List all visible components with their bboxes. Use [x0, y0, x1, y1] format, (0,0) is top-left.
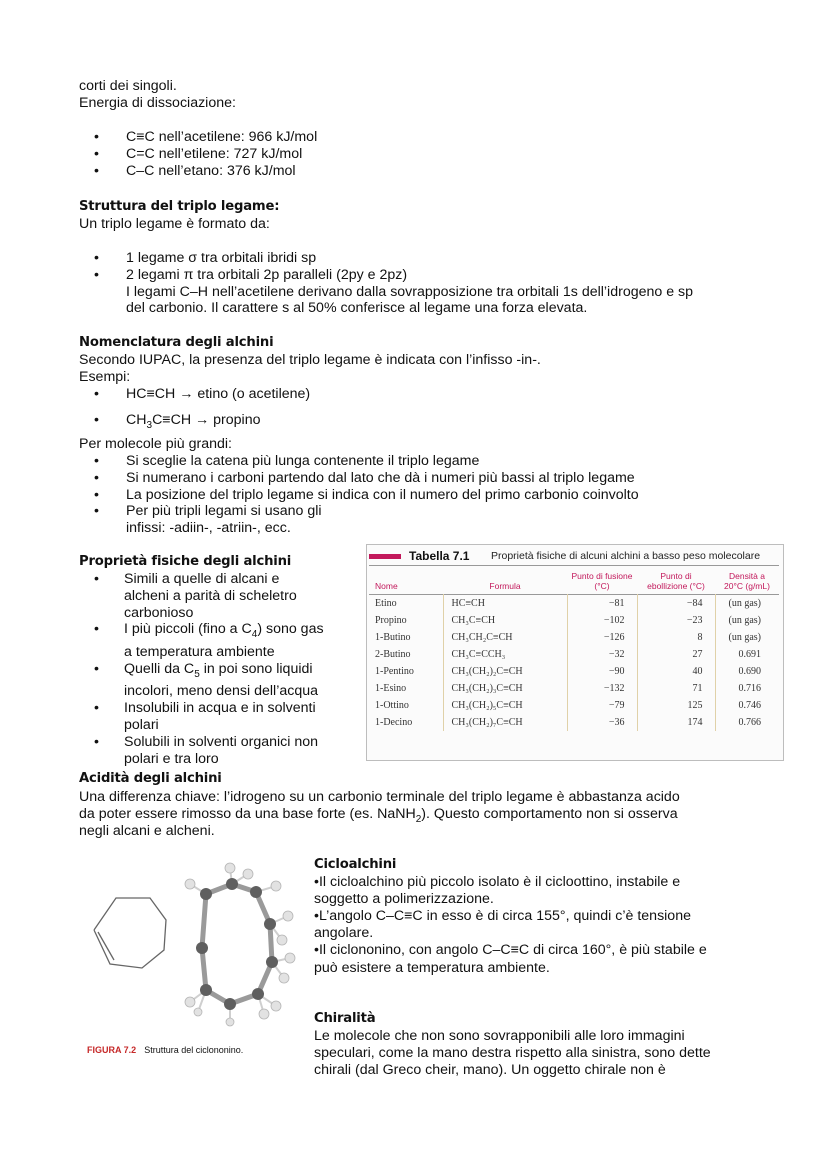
table-row: [369, 629, 779, 646]
example-2-post: C≡CH → propino: [152, 412, 261, 428]
text: I più piccoli (fino a C: [124, 621, 252, 638]
multi-line-2: infissi: -adiin-, -atriin-, ecc.: [126, 520, 291, 537]
cicloalchini-line-4: angolare.: [314, 925, 374, 941]
section-heading-proprieta: Proprietà fisiche degli alchini: [79, 554, 292, 569]
section-heading-struttura: Struttura del triplo legame:: [79, 199, 280, 214]
section-heading-nomenclatura: Nomenclatura degli alchini: [79, 335, 274, 350]
cell-formula: CH₃C≡CCH₃: [443, 646, 567, 663]
list-item: [79, 571, 369, 621]
cicloalchini-line-6: può esistere a temperatura ambiente.: [314, 960, 550, 976]
cyclononyne-figure: [80, 862, 300, 1027]
text: Simili a quelle di alcani e: [124, 571, 280, 587]
cell-densita: (un gas): [715, 595, 779, 613]
list-item: • Si sceglie la catena più lunga contenente il triplo legame: [79, 453, 639, 470]
list-item: [79, 734, 369, 768]
proprieta-list: [79, 571, 369, 767]
multi-line-1: Per più tripli legami si usano gli: [126, 503, 322, 520]
list-item: • 1 legame σ tra orbitali ibridi sp: [79, 250, 407, 267]
cell-densita: 0.716: [715, 680, 779, 697]
table-number: Tabella 7.1: [409, 549, 470, 563]
cell-ebollizione: −23: [637, 612, 715, 629]
cell-ebollizione: 125: [637, 697, 715, 714]
text: polari e tra loro: [124, 750, 219, 767]
acidita-line-1: Una differenza chiave: l’idrogeno su un carbonio terminale del triplo legame è abbastanza acido: [79, 789, 680, 805]
struttura-intro: Un triplo legame è formato da:: [79, 216, 270, 232]
cell-fusione: −102: [567, 612, 637, 629]
cell-formula: CH₃(CH₂)₃C≡CH: [443, 680, 567, 697]
cell-densita: 0.691: [715, 646, 779, 663]
cell-densita: 0.746: [715, 697, 779, 714]
subscript: 2: [415, 813, 422, 825]
cell-ebollizione: 27: [637, 646, 715, 663]
table-row: [369, 646, 779, 663]
section-heading-cicloalchini: Cicloalchini: [314, 857, 397, 872]
text: incolori, meno densi dell’acqua: [124, 683, 319, 700]
cell-ebollizione: 8: [637, 629, 715, 646]
col-header-formula: Formula: [489, 581, 521, 591]
cell-fusione: −132: [567, 680, 637, 697]
cicloalchini-line-1: •Il cicloalchino più piccolo isolato è il cicloottino, instabile e: [314, 874, 681, 890]
cell-ebollizione: −84: [637, 595, 715, 613]
list-item: [79, 700, 369, 734]
cell-ebollizione: 40: [637, 663, 715, 680]
text: a temperatura ambiente: [124, 644, 275, 661]
text: polari: [124, 717, 159, 734]
figure-caption: [87, 1042, 243, 1059]
struttura-list: [79, 250, 407, 284]
cell-fusione: −36: [567, 714, 637, 731]
alkynes-table: [369, 569, 779, 731]
example-2-pre: CH: [126, 412, 147, 428]
figure-label: FIGURA 7.2: [87, 1045, 137, 1055]
col-header-densita: Densità a 20°C (g/mL): [724, 571, 770, 591]
cell-nome: 2-Butino: [375, 649, 411, 660]
cell-nome: Propino: [375, 615, 407, 626]
table-title-bar: [369, 554, 401, 559]
cell-nome: 1-Decino: [375, 717, 413, 728]
col-header-ebollizione: Punto di ebollizione (°C): [647, 571, 705, 591]
table-row: [369, 612, 779, 629]
cell-nome: 1-Esino: [375, 683, 407, 694]
chiralita-line-1: Le molecole che non sono sovrapponibili alle loro immagini: [314, 1028, 685, 1044]
dissociation-energy-list: [79, 129, 317, 179]
list-item: • C=C nell’etilene: 727 kJ/mol: [79, 146, 317, 163]
large-molecules-intro: Per molecole più grandi:: [79, 436, 232, 452]
ball-and-stick-model: [185, 863, 295, 1026]
table-caption: Proprietà fisiche di alcuni alchini a basso peso molecolare: [491, 550, 761, 562]
nomenclatura-line-1: Secondo IUPAC, la presenza del triplo legame è indicata con l’infisso -in-.: [79, 352, 541, 368]
cell-fusione: −90: [567, 663, 637, 680]
text: ). Questo comportamento non si osserva: [421, 806, 678, 822]
text: ) sono gas: [257, 621, 324, 638]
list-item: • 2 legami π tra orbitali 2p paralleli (2py e 2pz): [79, 267, 407, 284]
list-item: • La posizione del triplo legame si indica con il numero del primo carbonio coinvolto: [79, 487, 639, 504]
cell-densita: 0.766: [715, 714, 779, 731]
cell-nome: 1-Pentino: [375, 666, 414, 677]
cell-ebollizione: 174: [637, 714, 715, 731]
text: da poter essere rimosso da una base forte (es. NaNH: [79, 806, 416, 822]
table-row: [369, 680, 779, 697]
section-heading-chiralita: Chiralità: [314, 1011, 376, 1026]
cell-fusione: −32: [567, 646, 637, 663]
list-item: • HC≡CH → etino (o acetilene): [79, 386, 310, 403]
table-row: [369, 595, 779, 613]
table-top-rule: [369, 565, 779, 566]
cell-nome: Etino: [375, 598, 397, 609]
cell-formula: CH₃(CH₂)₅C≡CH: [443, 697, 567, 714]
cell-formula: CH₃(CH₂)₂C≡CH: [443, 663, 567, 680]
text: in poi sono liquidi: [199, 660, 313, 677]
list-item: [79, 412, 260, 435]
examples-list: [79, 386, 310, 403]
cell-densita: (un gas): [715, 629, 779, 646]
list-item: [79, 621, 369, 660]
example-2-sub: 3: [146, 419, 153, 431]
acidita-line-3: negli alcani e alcheni.: [79, 823, 215, 839]
table-row: [369, 714, 779, 731]
list-item: • C–C nell’etano: 376 kJ/mol: [79, 163, 317, 180]
cicloalchini-line-5: •Il ciclononino, con angolo C–C≡C di circa 160°, è più stabile e: [314, 942, 707, 958]
properties-table: [366, 544, 784, 761]
subscript: 4: [251, 629, 258, 641]
cell-densita: 0.690: [715, 663, 779, 680]
large-molecules-list: [79, 453, 639, 537]
section-heading-acidita: Acidità degli alchini: [79, 771, 222, 786]
cell-fusione: −126: [567, 629, 637, 646]
text: alcheni a parità di scheletro: [124, 587, 297, 604]
chiralita-line-2: speculari, come la mano destra rispetto alla sinistra, sono dette: [314, 1045, 711, 1061]
text: Insolubili in acqua e in solventi: [124, 700, 316, 717]
cell-formula: CH₃(CH₂)₇C≡CH: [443, 714, 567, 731]
cell-formula: CH₃CH₂C≡CH: [443, 629, 567, 646]
subscript: 5: [194, 668, 200, 680]
skeletal-formula: [94, 898, 166, 968]
col-header-fusione: Punto di fusione (°C): [571, 571, 633, 591]
text: Quelli da C: [124, 660, 195, 677]
cell-fusione: −79: [567, 697, 637, 714]
text: carbonioso: [124, 604, 194, 621]
struttura-note-1: I legami C–H nell’acetilene derivano dalla sovrapposizione tra orbitali 1s dell’idrogeno e sp: [126, 284, 694, 300]
table-row: [369, 697, 779, 714]
col-header-nome: Nome: [375, 581, 398, 591]
cell-nome: 1-Butino: [375, 632, 411, 643]
figure-caption-text: Struttura del ciclononino.: [144, 1045, 244, 1055]
list-item: [79, 661, 369, 700]
text: Solubili in solventi organici non: [124, 733, 319, 750]
cicloalchini-line-2: soggetto a polimerizzazione.: [314, 891, 494, 907]
examples-list-2: [79, 412, 260, 435]
cicloalchini-line-3: •L’angolo C–C≡C in esso è di circa 155°, quindi c’è tensione: [314, 908, 691, 924]
cell-nome: 1-Ottino: [375, 700, 409, 711]
table-title: [367, 549, 783, 563]
cell-formula: HC≡CH: [443, 595, 567, 613]
intro-line-1: corti dei singoli.: [79, 78, 177, 94]
list-item: [79, 503, 639, 537]
list-item: • C≡C nell’acetilene: 966 kJ/mol: [79, 129, 317, 146]
intro-line-2: Energia di dissociazione:: [79, 95, 236, 111]
struttura-note-2: del carbonio. Il carattere s al 50% conferisce al legame una forza elevata.: [126, 300, 588, 316]
cell-fusione: −81: [567, 595, 637, 613]
cell-ebollizione: 71: [637, 680, 715, 697]
list-item: • Si numerano i carboni partendo dal lato che dà i numeri più bassi al triplo legame: [79, 470, 639, 487]
chiralita-line-3: chirali (dal Greco cheir, mano). Un oggetto chirale non è: [314, 1062, 666, 1078]
nomenclatura-line-2: Esempi:: [79, 369, 131, 385]
cell-densita: (un gas): [715, 612, 779, 629]
table-row: [369, 663, 779, 680]
cell-formula: CH₃C≡CH: [443, 612, 567, 629]
